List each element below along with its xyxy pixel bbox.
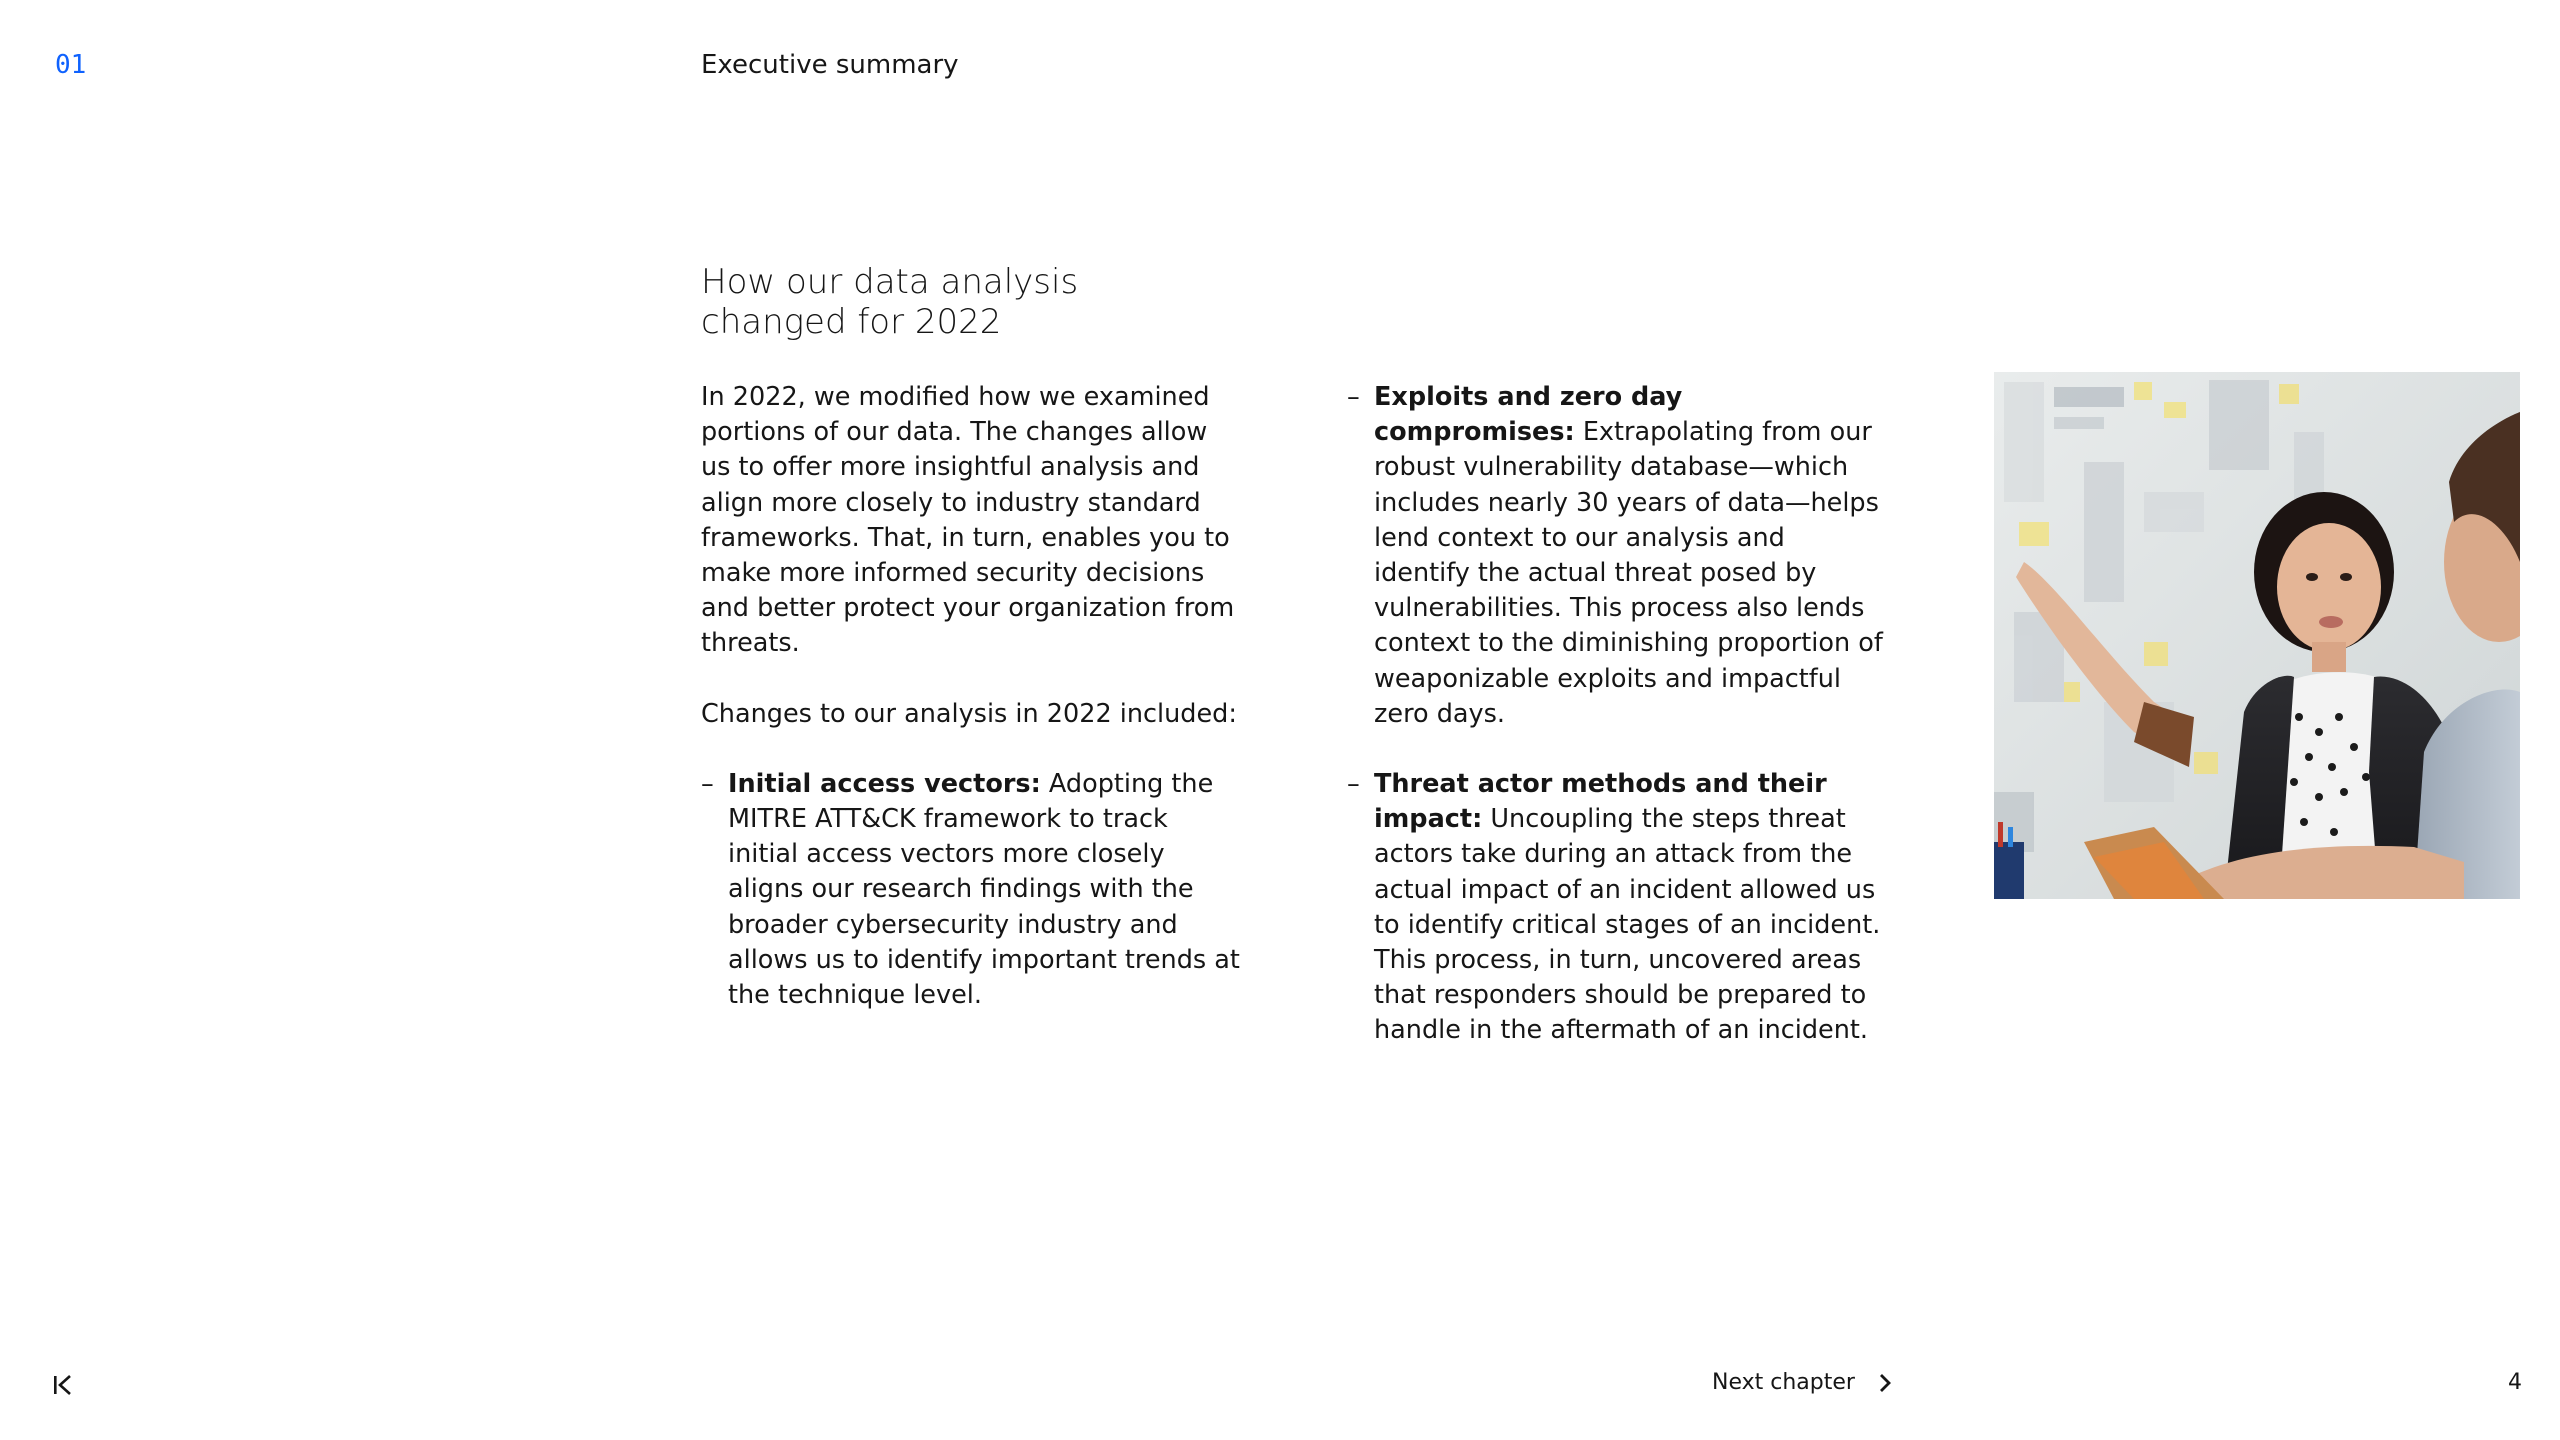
list-item — [1347, 380, 1887, 732]
dash-bullet: – — [1347, 382, 1360, 412]
changes-list-right — [1347, 380, 1887, 1049]
next-chapter-label: Next chapter — [1712, 1370, 1855, 1395]
page-number: 4 — [2508, 1370, 2522, 1395]
list-item — [701, 767, 1241, 1013]
changes-lead: Changes to our analysis in 2022 included: — [701, 698, 1237, 729]
chapter-title: Executive summary — [701, 50, 959, 80]
list-item-title: Initial access vectors: — [728, 768, 1041, 799]
right-column — [1347, 380, 1887, 1049]
office-meeting-photo — [1994, 372, 2520, 899]
section-heading: How our data analysis changed for 2022 — [701, 262, 1079, 342]
dash-bullet: – — [1347, 769, 1360, 800]
left-column — [701, 380, 1241, 1013]
first-page-icon — [52, 1373, 74, 1397]
list-item-text: Uncoupling the steps threat actors take during an attack from the actual impact of an incident allowed us to identify critical stages of an incident. This process, in turn, uncovered areas that responders should be prepared to handle in the aftermath of an incident. — [1374, 804, 1881, 1046]
list-item-title: Threat actor methods and their impact: — [1374, 769, 1827, 835]
changes-list-left — [701, 767, 1241, 1013]
dash-bullet: – — [701, 768, 714, 799]
list-item — [1347, 767, 1887, 1049]
chapter-number: 01 — [55, 50, 87, 80]
first-page-button[interactable] — [52, 1373, 74, 1397]
next-chapter-link[interactable] — [1712, 1370, 1893, 1395]
list-item-text: Extrapolating from our robust vulnerability database—which includes nearly 30 years of data—helps lend context to our analysis and identify the actual threat posed by vulnerabilities. This process also lends context to the diminishing proportion of weaponizable exploits and impactful zero days. — [1374, 417, 1883, 729]
list-item-title: Exploits and zero day compromises: — [1374, 382, 1683, 448]
chevron-right-icon — [1877, 1372, 1893, 1394]
intro-paragraph: In 2022, we modified how we examined portions of our data. The changes allow us to offer more insightful analysis and align more closely to industry standard frameworks. That, in turn, enables you to make more informed security decisions and better protect your organization from threats. — [701, 382, 1235, 659]
list-item-text: Adopting the MITRE ATT&CK framework to track initial access vectors more closely aligns our research findings with the broader cybersecurity industry and allows us to identify important trends at the technique level. — [728, 768, 1240, 1011]
